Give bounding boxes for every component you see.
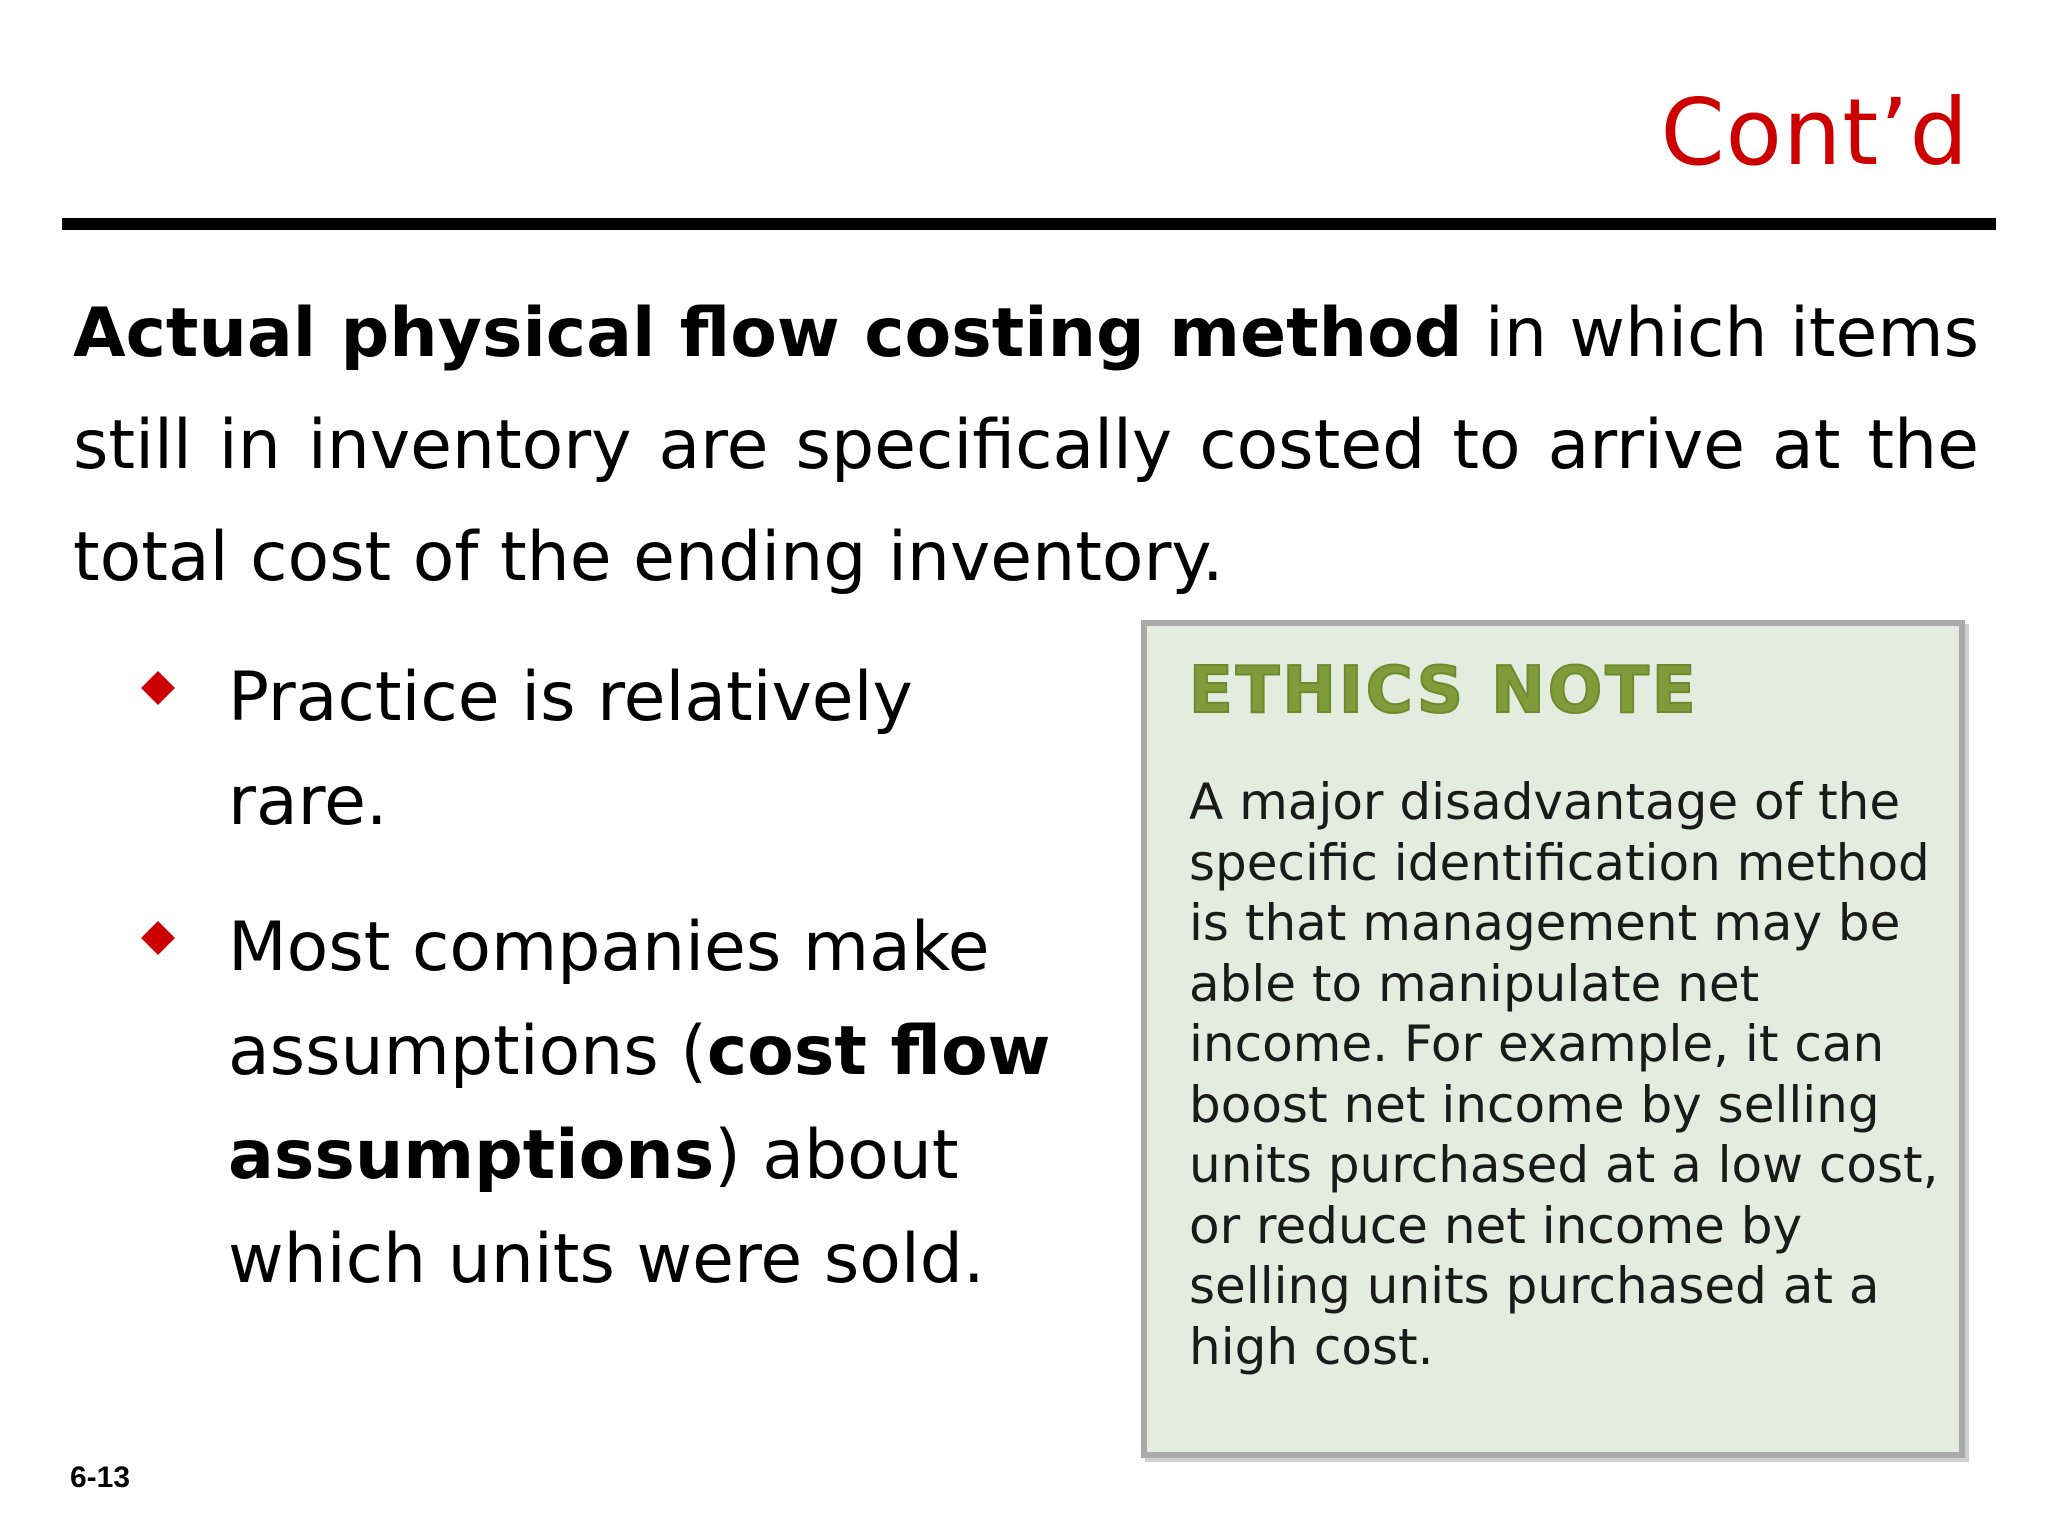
bullet-text: Practice is relatively rare. [228, 658, 913, 841]
ethics-note-body: A major disadvantage of the specific identification method is that management may be able to manipulate net income. For example, it can boost net income by selling units purchased at a low cost, or reduce net income by selling units purchased at a high cost. [1189, 773, 1939, 1376]
ethics-note-box [1141, 620, 1965, 1458]
bullet-list [132, 646, 1092, 1354]
red-diamond-icon [141, 671, 175, 705]
bullet-text-after: ) about which units were sold. [228, 1116, 985, 1299]
bullet-item [132, 646, 1092, 854]
red-diamond-icon [141, 921, 175, 955]
definition-paragraph [73, 278, 1979, 614]
definition-term: Actual physical flow costing method [73, 294, 1463, 373]
definition-text: in which items still in inventory are specifically costed to arrive at the total cost of the ending inventory. [73, 294, 1979, 597]
page-number: 6-13 [70, 1461, 131, 1494]
ethics-note-title: ETHICS NOTE [1189, 654, 1699, 728]
bullet-bold-term: cost flow assumptions [228, 1012, 1051, 1195]
bullet-item [132, 896, 1092, 1312]
title-divider [62, 218, 1996, 230]
bullet-text-before: Most companies make assumptions ( [228, 908, 990, 1091]
slide-title: Cont’d [1660, 79, 1969, 186]
